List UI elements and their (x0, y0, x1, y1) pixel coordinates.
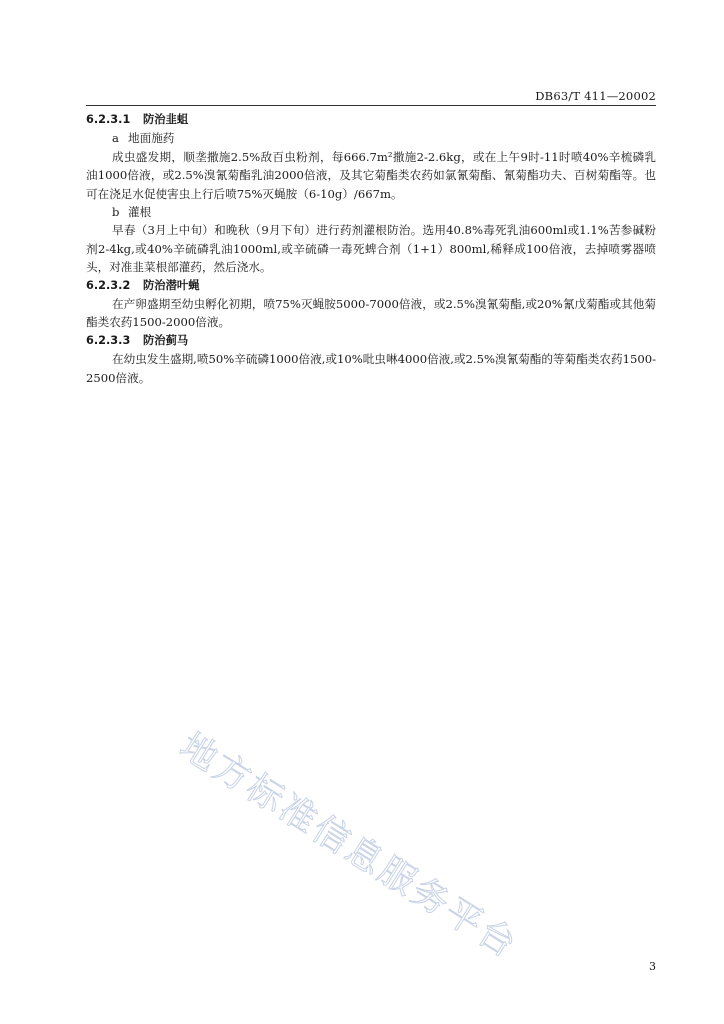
section-number: 6.2.3.3 (86, 333, 131, 347)
paragraph-leaf-miner: 在产卵盛期至幼虫孵化初期，喷75%灭蝇胺5000-7000倍液，或2.5%溴氰菊酯,或20%氰戊菊酯或其他菊酯类农药1500-2000倍液。 (86, 297, 656, 330)
subsection-heading-b (86, 203, 656, 221)
section-number: 6.2.3.2 (86, 278, 131, 292)
section-number: 6.2.3.1 (86, 113, 131, 126)
header-divider (86, 105, 656, 106)
subsection-mark: a (112, 131, 119, 146)
watermark: 地方标准信息服务平台 (172, 725, 526, 968)
paragraph-ground-application: 成虫盛发期，顺垄撒施2.5%敌百虫粉剂，每666.7m²撒施2-2.6kg，或在上午9时-11时喷40%辛梳磷乳油1000倍液，或2.5%溴氰菊酯乳油2000倍液，及其它菊酯类农药如氯氰菊酯、氰菊酯功夫、百树菊酯等。也可在浇足水促使害虫上行后喷75%灭蝇胺（6-10g）/667m。 (86, 149, 656, 201)
subsection-heading-a (86, 129, 656, 147)
subsection-title: 灌根 (128, 205, 152, 220)
paragraph-thrips: 在幼虫发生盛期,喷50%辛硫磷1000倍液,或10%吡虫啉4000倍液,或2.5%溴氰菊酯的等菊酯类农药1500-2500倍液。 (86, 352, 656, 385)
page-number: 3 (649, 960, 656, 973)
subsection-title: 地面施药 (128, 131, 175, 146)
document-body (86, 111, 656, 387)
section-heading-6-2-3-1 (86, 111, 656, 129)
section-heading-6-2-3-2 (86, 277, 656, 295)
paragraph-root-irrigation: 早春（3月上中旬）和晚秋（9月下旬）进行药剂灌根防治。选用40.8%毒死乳油600ml或1.1%苦参碱粉剂2-4kg,或40%辛硫磷乳油1000ml,或辛硫磷一毒死蜱合剂（1+1）800ml,稀释成100倍液，去掉喷雾器喷头，对准韭菜根部灌药，然后浇水。 (86, 223, 656, 275)
section-title: 防治韭蛆 (143, 113, 189, 126)
document-code: DB63/T 411—20002 (535, 89, 656, 103)
section-heading-6-2-3-3 (86, 332, 656, 350)
subsection-mark: b (112, 205, 120, 220)
section-title: 防治潜叶蝇 (143, 278, 200, 292)
section-title: 防治蓟马 (143, 333, 189, 347)
